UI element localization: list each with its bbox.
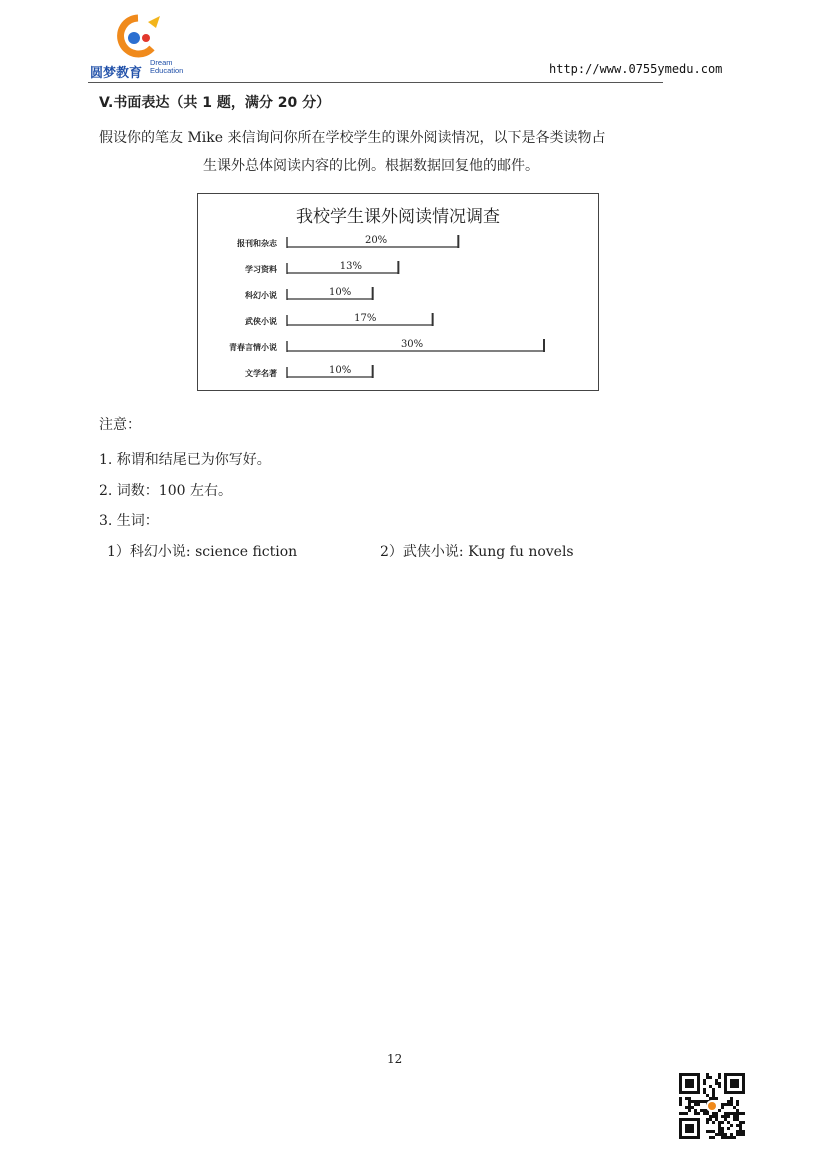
notes-heading: 注意： [99, 417, 141, 433]
intro-line-2: 生课外总体阅读内容的比例。根据数据回复他的邮件。 [203, 158, 539, 174]
header-url[interactable]: http://www.0755ymedu.com [549, 62, 723, 76]
value-label: 30% [400, 339, 424, 350]
logo-english-line1: Dream [150, 58, 173, 67]
value-label: 10% [328, 365, 352, 376]
vocab-item-1: 1）科幻小说: science fiction [107, 544, 298, 560]
category-label: 文学名著 [245, 369, 277, 378]
category-label: 科幻小说 [245, 291, 277, 300]
header-divider [88, 82, 663, 83]
survey-chart [197, 193, 599, 391]
category-label: 武侠小说 [245, 317, 277, 326]
category-label: 报刊和杂志 [237, 239, 277, 248]
category-label: 青春言情小说 [229, 343, 277, 352]
note-item-1: 1. 称谓和结尾已为你写好。 [99, 452, 271, 468]
logo-english-text [150, 59, 183, 75]
qr-code-icon [679, 1073, 745, 1139]
chart-title: 我校学生课外阅读情况调查 [296, 207, 500, 227]
logo-mark-icon [108, 12, 168, 62]
value-label: 20% [364, 235, 388, 246]
vocab-item-2: 2）武侠小说: Kung fu novels [380, 544, 574, 560]
logo-text: 圆梦教育 [90, 66, 143, 81]
note-item-3: 3. 生词： [99, 513, 159, 529]
chart-plot [198, 194, 598, 390]
logo-english-line2: Education [150, 66, 184, 75]
note-item-2: 2. 词数：100 左右。 [99, 483, 232, 499]
value-label: 17% [354, 313, 377, 324]
value-label: 10% [328, 287, 352, 298]
section-title: V.书面表达（共 1 题，满分 20 分） [99, 95, 331, 111]
page-number: 12 [387, 1052, 403, 1066]
intro-line-1: 假设你的笔友 Mike 来信询问你所在学校学生的课外阅读情况，以下是各类读物占 [99, 130, 606, 146]
value-label: 13% [339, 261, 363, 272]
category-label: 学习资料 [245, 265, 277, 274]
logo [88, 12, 198, 80]
